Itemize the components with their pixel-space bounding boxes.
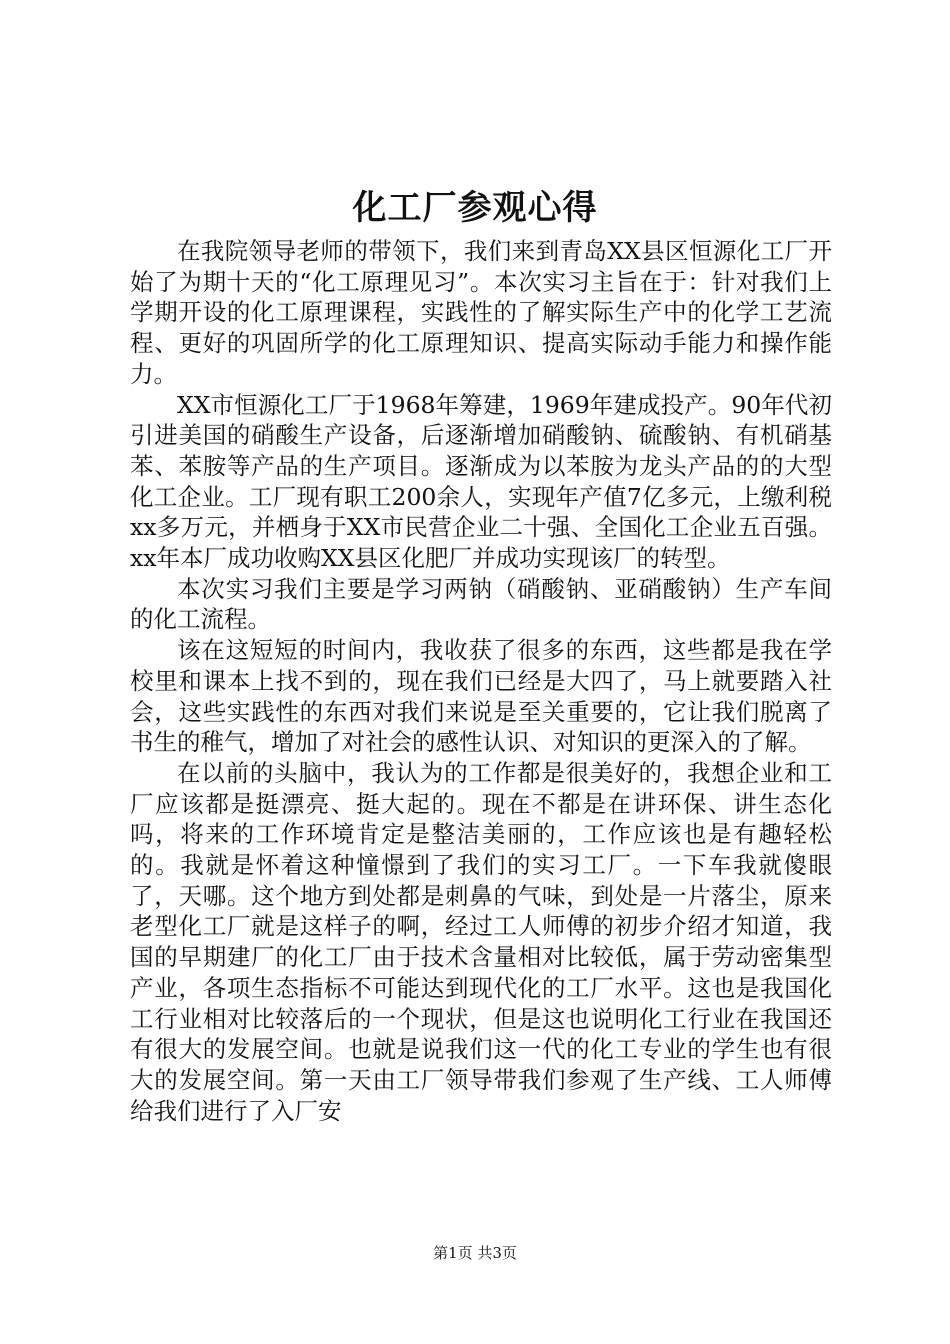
page-number-footer: 第1页 共3页 bbox=[433, 1244, 517, 1262]
paragraph-3: 本次实习我们主要是学习两钠（硝酸钠、亚硝酸钠）生产车间的化工流程。 bbox=[130, 574, 832, 634]
paragraph-4: 该在这短短的时间内，我收获了很多的东西，这些都是我在学校里和课本上找不到的，现在我们已经是大四了，马上就要踏入社会，这些实践性的东西对我们来说是至关重要的，它让我们脱离了书生的稚气，增加了对社会的感性认识、对知识的更深入的了解。 bbox=[130, 636, 832, 757]
paragraph-5: 在以前的头脑中，我认为的工作都是很美好的，我想企业和工厂应该都是挺漂亮、挺大起的。现在不都是在讲环保、讲生态化吗，将来的工作环境肯定是整洁美丽的，工作应该也是有趣轻松的。我就是怀着这种憧憬到了我们的实习工厂。一下车我就傻眼了，天哪。这个地方到处都是刺鼻的气味，到处是一片落尘，原来老型化工厂就是这样子的啊，经过工人师傅的初步介绍才知道，我国的早期建厂的化工厂由于技术含量相对比较低，属于劳动密集型产业，各项生态指标不可能达到现代化的工厂水平。这也是我国化工行业相对比较落后的一个现状，但是这也说明化工行业在我国还有很大的发展空间。也就是说我们这一代的化工专业的学生也有很大的发展空间。第一天由工厂领导带我们参观了生产线、工人师傅给我们进行了入厂安 bbox=[130, 758, 832, 1125]
paragraph-2: XX市恒源化工厂于1968年筹建，1969年建成投产。90年代初引进美国的硝酸生产设备，后逐渐增加硝酸钠、硫酸钠、有机硝基苯、苯胺等产品的生产项目。逐渐成为以苯胺为龙头产品的的大型化工企业。工厂现有职工200余人，实现年产值7亿多元，上缴利税xx多万元，并栖身于XX市民营企业二十强、全国化工企业五百强。xx年本厂成功收购XX县区化肥厂并成功实现该厂的转型。 bbox=[130, 390, 832, 573]
paragraph-1: 在我院领导老师的带领下，我们来到青岛XX县区恒源化工厂开始了为期十天的“化工原理见习”。本次实习主旨在于：针对我们上学期开设的化工原理课程，实践性的了解实际生产中的化学工艺流程、更好的巩固所学的化工原理知识、提高实际动手能力和操作能力。 bbox=[130, 237, 832, 388]
document-body bbox=[130, 236, 832, 1126]
document-title: 化工厂参观心得 bbox=[352, 188, 598, 228]
